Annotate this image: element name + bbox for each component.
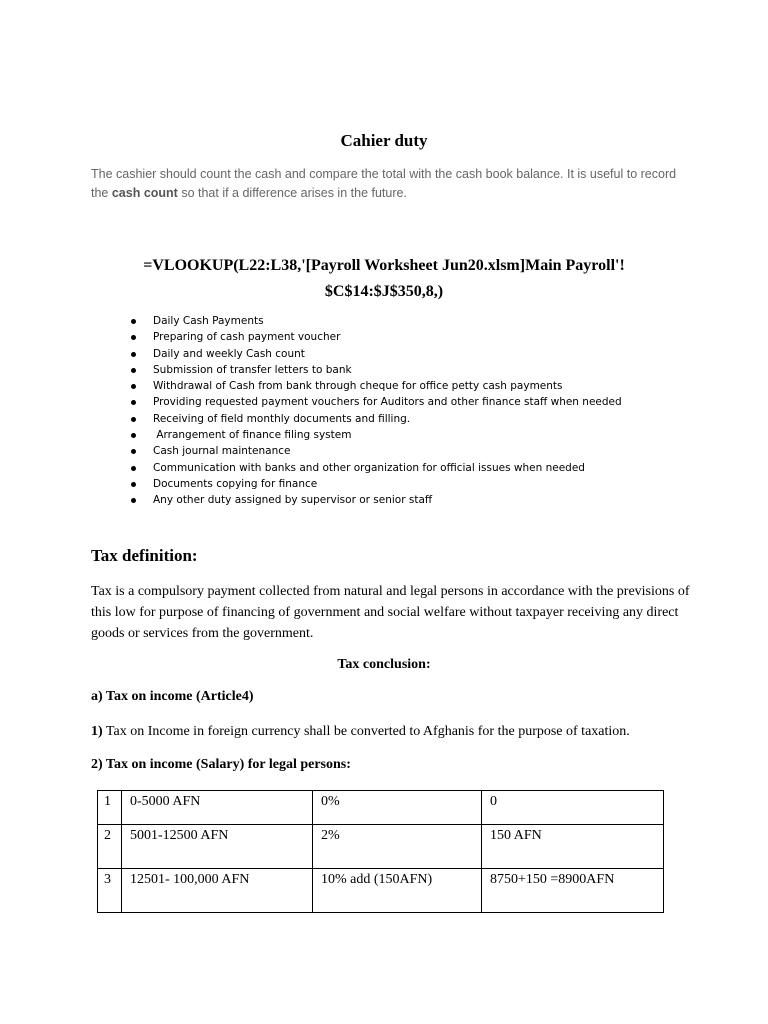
bullet-icon — [131, 466, 136, 471]
duty-text: Cash journal maintenance — [153, 445, 291, 458]
duty-text: Providing requested payment vouchers for Auditors and other finance staff when needed — [153, 396, 622, 409]
duty-text: Daily Cash Payments — [153, 315, 264, 327]
item-1 — [91, 724, 630, 740]
item-1-text: Tax on Income in foreign currency shall be converted to Afghanis for the purpose of taxation. — [102, 724, 630, 739]
list-item — [128, 394, 622, 410]
vlookup-formula — [0, 253, 768, 305]
list-item — [128, 378, 622, 394]
duty-text: Withdrawal of Cash from bank through cheque for office petty cash payments — [153, 380, 563, 393]
section-a-heading: a) Tax on income (Article4) — [91, 689, 254, 704]
formula-line-2: $C$14:$J$350,8,) — [324, 283, 444, 300]
duty-text: Any other duty assigned by supervisor or senior staff — [153, 494, 433, 507]
table-cell: 1 — [98, 791, 122, 825]
list-item — [128, 329, 622, 345]
list-item — [128, 460, 622, 476]
duty-text: Daily and weekly Cash count — [153, 347, 305, 360]
intro-bold-term: cash count — [111, 186, 178, 200]
table-cell: 0-5000 AFN — [122, 791, 313, 825]
table-cell: 5001-12500 AFN — [122, 825, 313, 869]
list-item — [128, 443, 622, 459]
list-item — [128, 476, 622, 492]
item-2-heading: 2) Tax on income (Salary) for legal persons: — [91, 757, 351, 772]
tax-rate-table — [97, 790, 664, 913]
bullet-icon — [131, 335, 136, 340]
list-item — [128, 362, 622, 378]
table-cell: 12501- 100,000 AFN — [122, 869, 313, 913]
list-item — [128, 346, 622, 362]
bullet-icon — [131, 400, 136, 405]
table-cell: 0 — [482, 791, 664, 825]
table-cell: 10% add (150AFN) — [313, 869, 482, 913]
table-cell: 150 AFN — [482, 825, 664, 869]
table-cell: 0% — [313, 791, 482, 825]
table-cell: 2% — [313, 825, 482, 869]
bullet-icon — [131, 417, 136, 422]
table-row — [98, 791, 664, 825]
duty-text: Documents copying for finance — [153, 477, 318, 490]
tax-conclusion-heading: Tax conclusion: — [337, 657, 431, 672]
table-row — [98, 869, 664, 913]
bullet-icon — [131, 319, 136, 324]
bullet-icon — [131, 384, 136, 389]
table-cell: 2 — [98, 825, 122, 869]
duty-text: Receiving of field monthly documents and filling. — [153, 412, 411, 425]
page-title: Cahier duty — [340, 131, 428, 150]
duty-text: Arrangement of finance filing system — [153, 429, 352, 442]
bullet-icon — [131, 449, 136, 454]
item-1-number: 1) — [91, 724, 103, 739]
duty-text: Communication with banks and other organization for official issues when needed — [153, 461, 585, 474]
duties-list — [128, 313, 622, 509]
table-cell: 8750+150 =8900AFN — [482, 869, 664, 913]
duty-text: Preparing of cash payment voucher — [153, 331, 341, 344]
bullet-icon — [131, 368, 136, 373]
intro-text-after: so that if a difference arises in the future. — [177, 186, 407, 200]
tax-definition-text: Tax is a compulsory payment collected from natural and legal persons in accordance with the previsions of this low for purpose of financing of government and social welfare without taxpayer receiving any direct goods or services from the government. — [91, 584, 690, 641]
tax-definition-heading: Tax definition: — [91, 546, 198, 565]
formula-line-1: =VLOOKUP(L22:L38,'[Payroll Worksheet Jun20.xlsm]Main Payroll'! — [143, 257, 625, 274]
list-item — [128, 427, 622, 443]
bullet-icon — [131, 482, 136, 487]
duty-text: Submission of transfer letters to bank — [153, 363, 352, 376]
list-item — [128, 411, 622, 427]
intro-text-before: The cashier should count the cash and compare the total with the cash book balance. It is useful to record the — [91, 167, 677, 200]
intro-paragraph — [91, 165, 681, 203]
list-item — [128, 492, 622, 508]
list-item — [128, 313, 622, 329]
bullet-icon — [131, 498, 136, 503]
table-cell: 3 — [98, 869, 122, 913]
bullet-icon — [131, 433, 136, 438]
table-row — [98, 825, 664, 869]
bullet-icon — [131, 352, 136, 357]
